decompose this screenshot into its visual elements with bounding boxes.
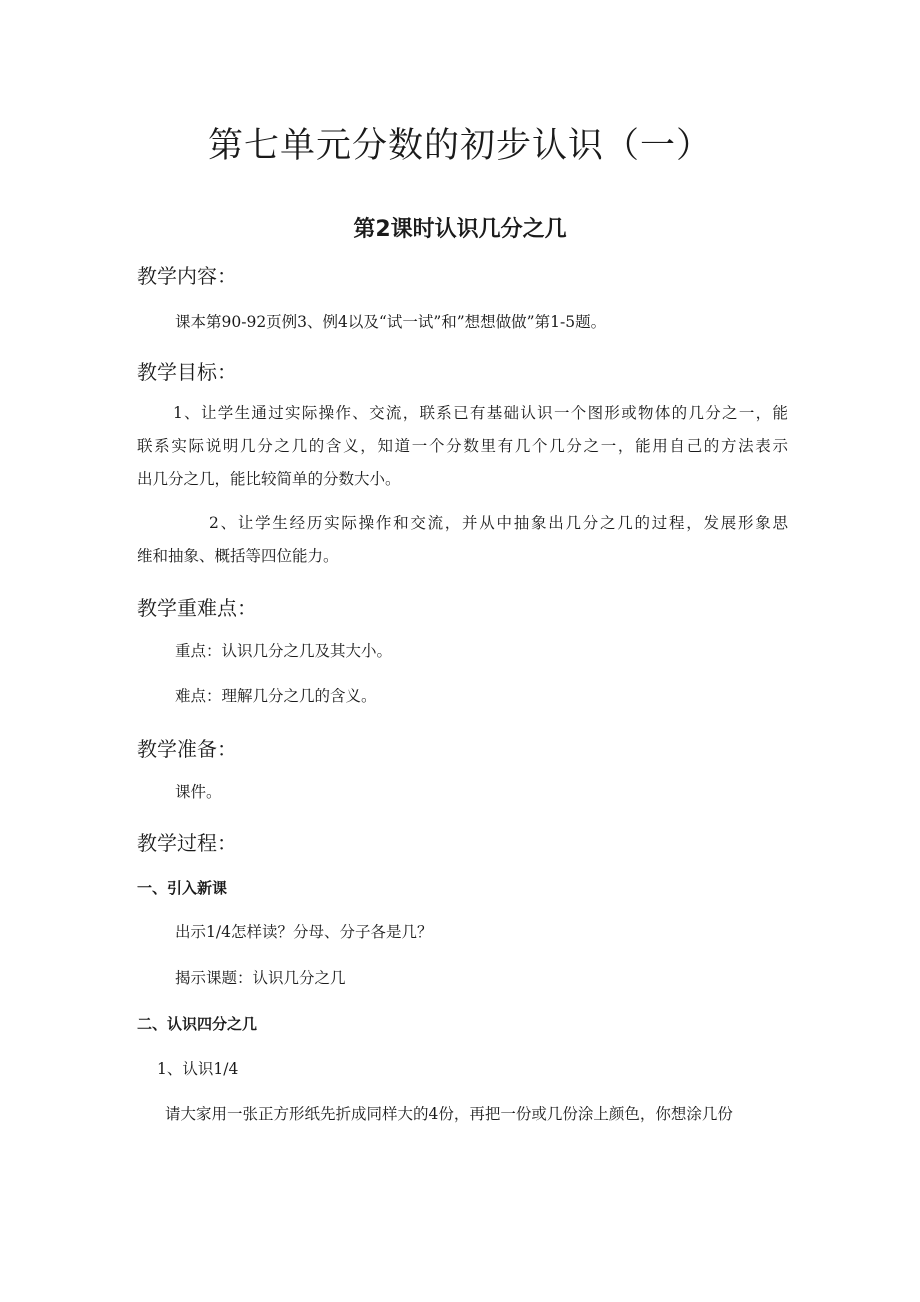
goal-2-line-1: 2、让学生经历实际操作和交流，并从中抽象出几分之几的过程，发展形象思 bbox=[209, 514, 788, 532]
section-2-title: 二、认识四分之几 bbox=[137, 1015, 258, 1033]
goal-2-paragraph bbox=[137, 507, 788, 573]
document-title: 第七单元分数的初步认识（一） bbox=[207, 126, 712, 166]
section-1-title: 一、引入新课 bbox=[137, 879, 228, 897]
key-points-heading: 教学重难点： bbox=[137, 596, 257, 620]
goal-1-line-2: 联系实际说明几分之几的含义，知道一个分数里有几个几分之一，能用自己的方法表示 bbox=[137, 437, 788, 455]
goals-heading: 教学目标： bbox=[137, 360, 237, 384]
goal-1-line-1: 1、让学生通过实际操作、交流，联系已有基础认识一个图形或物体的几分之一，能 bbox=[173, 404, 788, 422]
content-text: 课本第90-92页例3、例4以及“试一试”和”想想做做”第1-5题。 bbox=[175, 313, 607, 331]
section-2-subheading: 1、认识1/4 bbox=[157, 1060, 239, 1078]
section-1-question: 出示1/4怎样读？分母、分子各是几？ bbox=[175, 923, 433, 941]
preparation-heading: 教学准备： bbox=[137, 737, 237, 761]
goal-1-paragraph bbox=[137, 397, 788, 496]
lesson-subtitle: 第2课时认识几分之几 bbox=[353, 217, 567, 242]
content-heading: 教学内容： bbox=[137, 264, 237, 288]
section-2-text: 请大家用一张正方形纸先折成同样大的4份，再把一份或几份涂上颜色，你想涂几份 bbox=[165, 1105, 733, 1123]
process-heading: 教学过程： bbox=[137, 831, 237, 855]
goal-2-line-2: 维和抽象、概括等四位能力。 bbox=[137, 547, 339, 565]
key-point-text: 重点：认识几分之几及其大小。 bbox=[175, 642, 393, 660]
goal-1-line-3: 出几分之几，能比较简单的分数大小。 bbox=[137, 470, 401, 488]
section-1-topic: 揭示课题：认识几分之几 bbox=[175, 969, 346, 987]
preparation-text: 课件。 bbox=[175, 783, 222, 801]
difficult-point-text: 难点：理解几分之几的含义。 bbox=[175, 687, 377, 705]
